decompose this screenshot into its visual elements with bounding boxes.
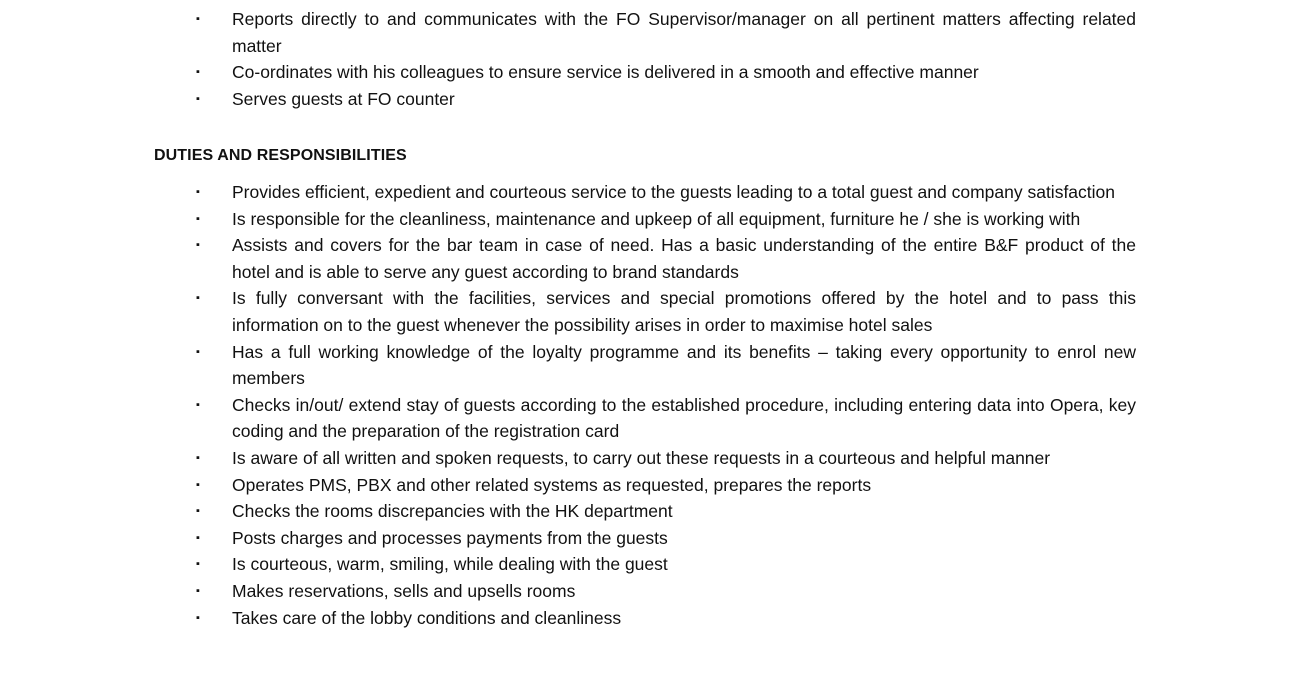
list-item <box>196 86 1136 113</box>
list-item-text: Operates PMS, PBX and other related systems as requested, prepares the reports <box>232 474 872 495</box>
bullet-icon: ▪ <box>196 13 200 25</box>
list-item-text: Reports directly to and communicates with the FO Supervisor/manager on all pertinent matters affecting related matter <box>232 9 1136 56</box>
list-item-text: Is courteous, warm, smiling, while dealing with the guest <box>232 554 668 575</box>
bullet-icon: ▪ <box>196 292 200 305</box>
bullet-icon: ▪ <box>196 611 200 624</box>
list-item <box>196 578 1136 605</box>
list-item-text: Provides efficient, expedient and courteous service to the guests leading to a total guest and company satisfaction <box>232 182 1115 202</box>
list-item-text: Posts charges and processes payments from the guests <box>232 527 668 548</box>
bullet-icon: ▪ <box>196 531 200 544</box>
bullet-icon: ▪ <box>196 478 200 491</box>
list-item-text: Serves guests at FO counter <box>232 88 455 109</box>
bullet-icon: ▪ <box>196 345 200 358</box>
list-item <box>196 472 1136 499</box>
list-item-text: Co-ordinates with his colleagues to ensure service is delivered in a smooth and effective manner <box>232 62 979 83</box>
bullet-icon: ▪ <box>196 92 200 105</box>
list-item-text: Is responsible for the cleanliness, maintenance and upkeep of all equipment, furniture he / she is working with <box>232 208 1081 229</box>
bullet-icon: ▪ <box>196 558 200 571</box>
list-item <box>196 285 1136 338</box>
list-item-text: Is aware of all written and spoken requests, to carry out these requests in a courteous and helpful manner <box>232 447 1051 468</box>
list-item <box>196 498 1136 525</box>
list-item-text: Is fully conversant with the facilities, services and special promotions offered by the hotel and to pass this information on to the guest whenever the possibility arises in order to maximise hotel sales <box>232 288 1136 335</box>
bullet-icon: ▪ <box>196 66 200 79</box>
bullet-icon: ▪ <box>196 239 200 252</box>
list-item <box>196 605 1136 632</box>
reporting-list <box>196 6 1136 112</box>
list-item <box>196 206 1136 233</box>
list-item <box>196 392 1136 445</box>
bullet-icon: ▪ <box>196 212 200 225</box>
list-item-text: Checks in/out/ extend stay of guests according to the established procedure, including entering data into Opera, key coding and the preparation of the registration card <box>232 394 1136 442</box>
list-item <box>196 232 1136 285</box>
bullet-icon: ▪ <box>196 186 200 198</box>
duties-list <box>196 179 1136 631</box>
bullet-icon: ▪ <box>196 505 200 518</box>
bullet-icon: ▪ <box>196 584 200 597</box>
list-item <box>196 59 1136 86</box>
list-item-text: Assists and covers for the bar team in case of need. Has a basic understanding of the entire B&F product of the hotel and is able to serve any guest according to brand standards <box>232 235 1136 282</box>
list-item-text: Has a full working knowledge of the loyalty programme and its benefits – taking every opportunity to enrol new members <box>232 341 1136 389</box>
bullet-icon: ▪ <box>196 451 200 464</box>
list-item <box>196 339 1136 392</box>
list-item-text: Checks the rooms discrepancies with the HK department <box>232 501 673 522</box>
list-item <box>196 6 1136 59</box>
section-heading: DUTIES AND RESPONSIBILITIES <box>154 147 407 164</box>
list-item-text: Takes care of the lobby conditions and cleanliness <box>232 607 622 628</box>
list-item <box>196 551 1136 578</box>
list-item <box>196 445 1136 472</box>
list-item-text: Makes reservations, sells and upsells rooms <box>232 580 576 601</box>
list-item <box>196 525 1136 552</box>
list-item <box>196 179 1136 206</box>
bullet-icon: ▪ <box>196 398 200 411</box>
